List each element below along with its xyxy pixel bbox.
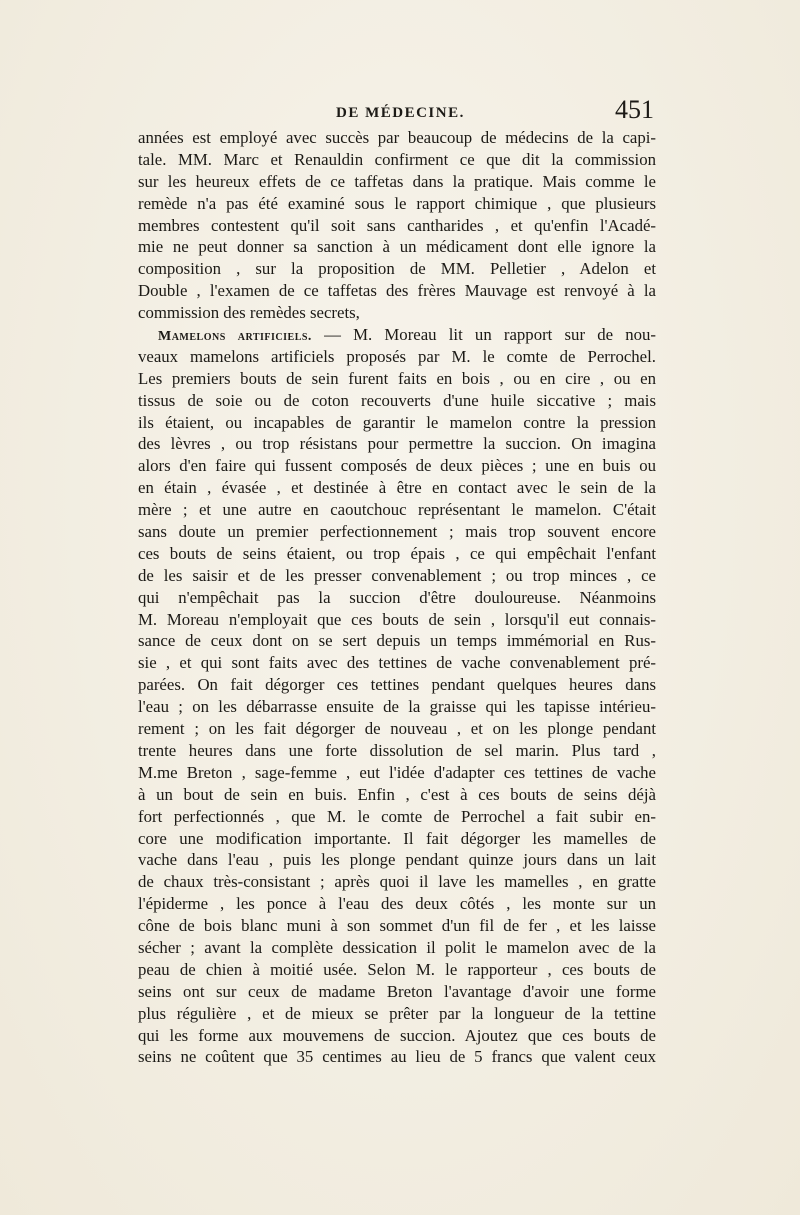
text-line: sance de ceux dont on se sert depuis un temps immémorial en Rus- (138, 631, 656, 651)
page-header (138, 95, 658, 131)
text-line: mère ; et une autre en caoutchouc représentant le mamelon. C'était (138, 500, 656, 520)
text-line: cône de bois blanc muni à son sommet d'un fil de fer , et les laisse (138, 916, 656, 936)
text-line: Double , l'examen de ce taffetas des frères Mauvage est renvoyé à la (138, 281, 656, 301)
text-line: de les saisir et de les presser convenablement ; ou trop minces , ce (138, 565, 656, 585)
text-line: mie ne peut donner sa sanction à un médicament dont elle ignore la (138, 237, 656, 257)
text-line: membres contestent qu'il soit sans cantharides , et qu'enfin l'Acadé- (138, 215, 656, 235)
text-line: tale. MM. Marc et Renauldin confirment ce que dit la commission (138, 149, 656, 169)
text-line: années est employé avec succès par beaucoup de médecins de la capi- (138, 128, 656, 147)
text-line: l'épiderme , les ponce à l'eau des deux côtés , les monte sur un (138, 894, 656, 914)
text-line: M. Moreau n'employait que ces bouts de sein , lorsqu'il eut connais- (138, 609, 656, 629)
running-head: DE MÉDECINE. (336, 105, 465, 121)
text-line: commission des remèdes secrets, (138, 303, 360, 323)
body-text (138, 127, 656, 1068)
text-line: trente heures dans une forte dissolution de sel marin. Plus tard , (138, 740, 656, 760)
text-line: veaux mamelons artificiels proposés par M. le comte de Perrochel. (138, 346, 656, 366)
text-line-rest: — M. Moreau lit un rapport sur de nou- (324, 325, 656, 345)
text-line: M.me Breton , sage-femme , eut l'idée d'adapter ces tettines de vache (138, 762, 656, 782)
text-line: l'eau ; on les débarrasse ensuite de la graisse qui les tapisse intérieu- (138, 697, 656, 717)
text-line: vache dans l'eau , puis les plonge pendant quinze jours dans un lait (138, 850, 656, 870)
text-line: plus régulière , et de mieux se prêter par la longueur de la tettine (138, 1003, 656, 1023)
text-line: seins ont sur ceux de madame Breton l'avantage d'avoir une forme (138, 981, 656, 1001)
text-line: composition , sur la proposition de MM. Pelletier , Adelon et (138, 259, 656, 279)
text-line: qui les forme aux mouvemens de succion. Ajoutez que ces bouts de (138, 1025, 656, 1045)
text-line: core une modification importante. Il fait dégorger les mamelles de (138, 828, 656, 848)
text-line: sur les heureux effets de ce taffetas dans la pratique. Mais comme le (138, 171, 656, 191)
text-line: sie , et qui sont faits avec des tettines de vache convenablement pré- (138, 653, 656, 673)
text-line: de chaux très-consistant ; après quoi il lave les mamelles , en gratte (138, 872, 656, 892)
text-line: des lèvres , ou trop résistans pour permettre la succion. On imagina (138, 434, 656, 454)
section-first-line (138, 324, 656, 346)
text-line: qui n'empêchait pas la succion d'être douloureuse. Néanmoins (138, 587, 656, 607)
text-line: alors d'en faire qui fussent composés de deux pièces ; une en buis ou (138, 456, 656, 476)
text-line: sans doute un premier perfectionnement ; mais trop souvent encore (138, 522, 656, 542)
text-line: ces bouts de seins étaient, ou trop épais , ce qui empêchait l'enfant (138, 543, 656, 563)
text-line: parées. On fait dégorger ces tettines pendant quelques heures dans (138, 675, 656, 695)
text-line: sécher ; avant la complète dessication il polit le mamelon avec de la (138, 937, 656, 957)
text-line: seins ne coûtent que 35 centimes au lieu de 5 francs que valent ceux (138, 1047, 656, 1067)
text-line: ils étaient, ou incapables de garantir le mamelon contre la pression (138, 412, 656, 432)
text-line: peau de chien à moitié usée. Selon M. le rapporteur , ces bouts de (138, 959, 656, 979)
text-line: rement ; on les fait dégorger de nouveau , et on les plonge pendant (138, 719, 656, 739)
text-line: tissus de soie ou de coton recouverts d'une huile siccative ; mais (138, 390, 656, 410)
text-line: Les premiers bouts de sein furent faits en bois , ou en cire , ou en (138, 368, 656, 388)
section-heading: Mamelons artificiels. (158, 329, 312, 345)
text-line: remède n'a pas été examiné sous le rapport chimique , que plusieurs (138, 193, 656, 213)
text-line: fort perfectionnés , que M. le comte de Perrochel a fait subir en- (138, 806, 656, 826)
page-number: 451 (615, 95, 654, 124)
text-line: à un bout de sein en buis. Enfin , c'est à ces bouts de seins déjà (138, 784, 656, 804)
text-line: en étain , évasée , et destinée à être en contact avec le sein de la (138, 478, 656, 498)
